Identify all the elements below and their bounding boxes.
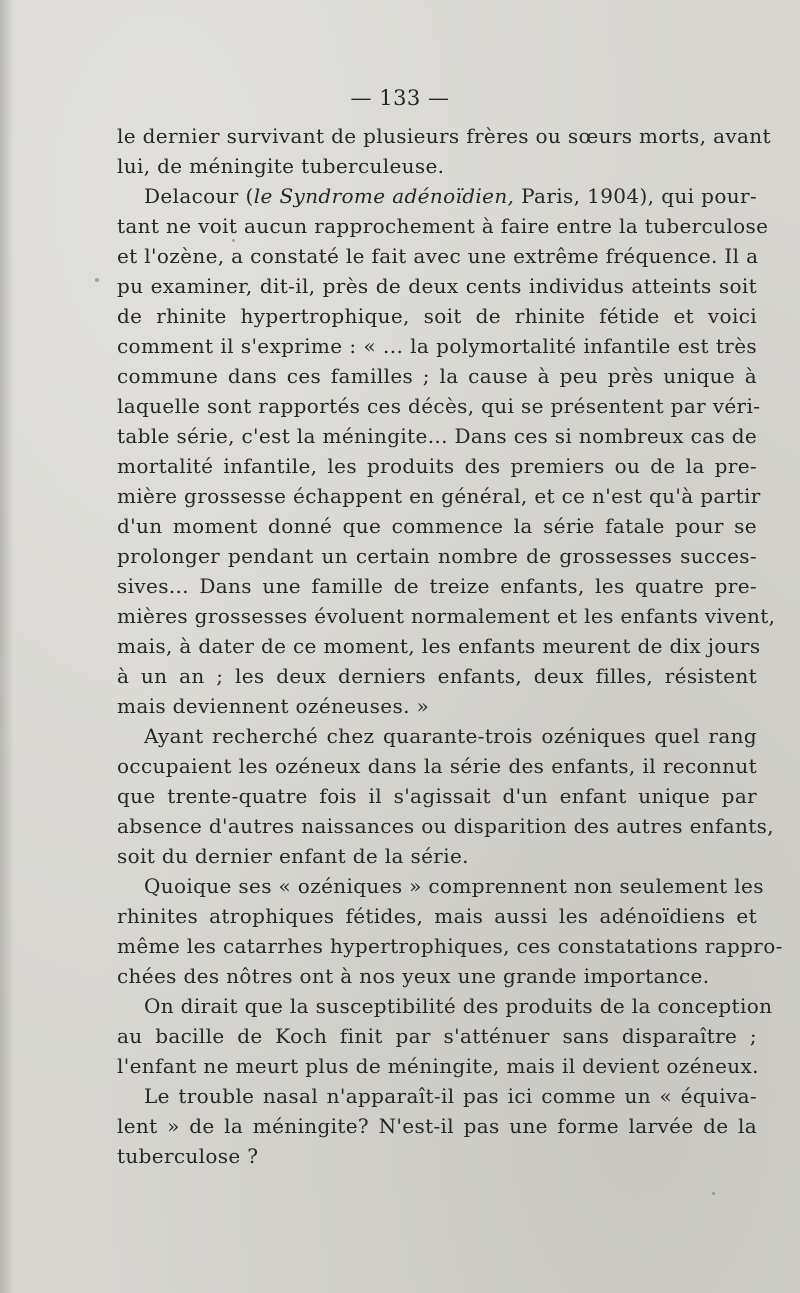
text-line: Le trouble nasal n'apparaît-il pas ici comme un « équiva-: [144, 1084, 757, 1108]
paragraph: [117, 991, 773, 1081]
text-line: le dernier survivant de plusieurs frères ou sœurs morts, avant: [117, 124, 771, 148]
ink-speck: [95, 278, 99, 282]
page-edge-shadow: [0, 0, 14, 1293]
book-title: le Syndrome adénoïdien,: [253, 184, 515, 208]
text-line: mais deviennent ozéneuses. »: [117, 694, 430, 718]
text-line: mières grossesses évoluent normalement et les enfants vivent,: [117, 604, 776, 628]
text-line: tant ne voit aucun rapprochement à faire entre la tuberculose: [117, 214, 769, 238]
paragraph: [117, 181, 776, 721]
text-line: sives... Dans une famille de treize enfants, les quatre pre-: [117, 574, 757, 598]
text-line: lent » de la méningite? N'est-il pas une forme larvée de la: [117, 1114, 757, 1138]
text-line: au bacille de Koch finit par s'atténuer sans disparaître ;: [117, 1024, 757, 1048]
ink-speck: [712, 1192, 715, 1195]
text-line: occupaient les ozéneux dans la série des enfants, il reconnut: [117, 754, 757, 778]
text-line: comment il s'exprime : « ... la polymortalité infantile est très: [117, 334, 757, 358]
text-line: même les catarrhes hypertrophiques, ces constatations rappro-: [117, 934, 783, 958]
text-run: Paris, 1904), qui pour-: [514, 184, 757, 208]
text-line: On dirait que la susceptibilité des produits de la conception: [144, 994, 773, 1018]
text-line: absence d'autres naissances ou disparition des autres enfants,: [117, 814, 774, 838]
text-line: commune dans ces familles ; la cause à peu près unique à: [117, 364, 757, 388]
text-line: table série, c'est la méningite... Dans ces si nombreux cas de: [117, 424, 758, 448]
text-line: laquelle sont rapportés ces décès, qui se présentent par véri-: [117, 394, 761, 418]
text-line: [117, 181, 757, 211]
text-line: prolonger pendant un certain nombre de grossesses succes-: [117, 544, 757, 568]
text-line: mais, à dater de ce moment, les enfants meurent de dix jours: [117, 634, 761, 658]
text-line: l'enfant ne meurt plus de méningite, mais il devient ozéneux.: [117, 1054, 759, 1078]
text-line: mortalité infantile, les produits des premiers ou de la pre-: [117, 454, 757, 478]
text-line: mière grossesse échappent en général, et ce n'est qu'à partir: [117, 484, 761, 508]
text-line: à un an ; les deux derniers enfants, deux filles, résistent: [117, 664, 757, 688]
text-line: chées des nôtres ont à nos yeux une grande importance.: [117, 964, 710, 988]
text-line: pu examiner, dit-il, près de deux cents individus atteints soit: [117, 274, 757, 298]
paragraph: [117, 871, 783, 991]
text-line: que trente-quatre fois il s'agissait d'un enfant unique par: [117, 784, 757, 808]
paragraph: [117, 721, 774, 871]
paragraph: [117, 121, 771, 181]
text-line: soit du dernier enfant de la série.: [117, 844, 469, 868]
body-text: [117, 121, 783, 1171]
page-number: — 133 —: [350, 86, 450, 110]
text-line: et l'ozène, a constaté le fait avec une extrême fréquence. Il a: [117, 244, 759, 268]
text-line: rhinites atrophiques fétides, mais aussi les adénoïdiens et: [117, 904, 757, 928]
text-line: de rhinite hypertrophique, soit de rhinite fétide et voici: [117, 304, 757, 328]
text-line: lui, de méningite tuberculeuse.: [117, 154, 445, 178]
text-run: Delacour (: [144, 184, 254, 208]
text-line: d'un moment donné que commence la série fatale pour se: [117, 514, 757, 538]
text-line: Ayant recherché chez quarante-trois ozéniques quel rang: [144, 724, 757, 748]
text-line: Quoique ses « ozéniques » comprennent non seulement les: [144, 874, 764, 898]
text-line: tuberculose ?: [117, 1144, 259, 1168]
paragraph: [117, 1081, 757, 1171]
